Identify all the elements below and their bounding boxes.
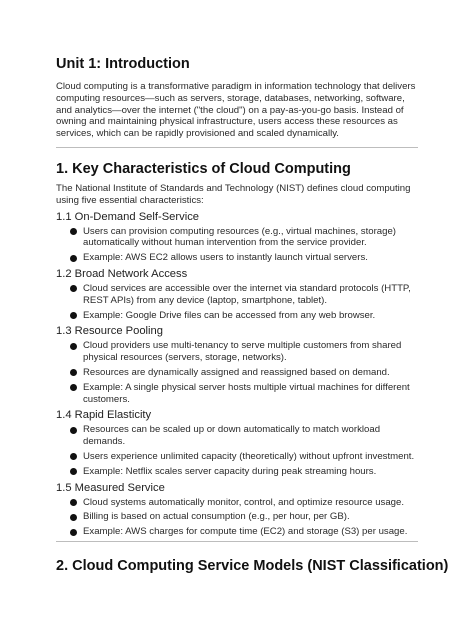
list-item	[56, 283, 418, 307]
list-item	[56, 466, 418, 478]
bullet-icon	[70, 499, 77, 506]
list-item-text: Cloud providers use multi-tenancy to serve multiple customers from shared physical resources (servers, storage, networks).	[83, 340, 402, 364]
section-divider	[56, 147, 418, 148]
subsection-title: 1.1 On-Demand Self-Service	[56, 210, 200, 223]
list-item	[56, 497, 418, 509]
bullet-icon	[70, 255, 77, 262]
bullet-icon	[70, 384, 77, 391]
list-item	[56, 226, 418, 250]
intro-paragraph: Cloud computing is a transformative paradigm in information technology that delivers computing resources—such as servers, storage, databases, networking, software, and analytics—over the internet ("the cloud") on a pay-as-you-go basis. Instead of owning and maintaining physical infrastructure, users access these resources as services, which can be rapidly provisioned and scaled dynamically.	[56, 81, 416, 140]
bullet-icon	[70, 228, 77, 235]
bullet-icon	[70, 468, 77, 475]
bullet-icon	[70, 312, 77, 319]
list-item	[56, 424, 418, 448]
subsection-1-1	[56, 210, 418, 264]
bullet-icon	[70, 369, 77, 376]
list-item	[56, 252, 418, 264]
subsection-title: 1.2 Broad Network Access	[56, 267, 188, 280]
list-item-text: Example: AWS charges for compute time (EC2) and storage (S3) per usage.	[83, 526, 408, 538]
subsection-title: 1.5 Measured Service	[56, 481, 165, 494]
subsection-title: 1.4 Rapid Elasticity	[56, 409, 152, 422]
list-item-text: Users experience unlimited capacity (theoretically) without upfront investment.	[83, 450, 415, 462]
subsection-title: 1.3 Resource Pooling	[56, 325, 163, 338]
list-item-text: Cloud services are accessible over the internet via standard protocols (HTTP, REST APIs) from any device (laptop, smartphone, tablet).	[83, 282, 411, 306]
section-1-title: 1. Key Characteristics of Cloud Computing	[56, 160, 351, 177]
list-item-text: Users can provision computing resources (e.g., virtual machines, storage) automatically without human intervention from the service provider.	[83, 225, 396, 249]
subsection-1-2	[56, 267, 418, 321]
section-divider	[56, 541, 418, 542]
list-item-text: Billing is based on actual consumption (e.g., per hour, per GB).	[83, 511, 350, 523]
bullet-icon	[70, 514, 77, 521]
list-item-text: Example: AWS EC2 allows users to instantly launch virtual servers.	[83, 252, 368, 264]
bullet-list	[56, 497, 418, 538]
bullet-list	[56, 340, 418, 405]
list-item-text: Example: A single physical server hosts multiple virtual machines for different customers.	[83, 381, 410, 405]
bullet-list	[56, 226, 418, 264]
section-1-intro: The National Institute of Standards and Technology (NIST) defines cloud computing using five essential characteristics:	[56, 182, 411, 206]
list-item	[56, 382, 418, 406]
bullet-icon	[70, 529, 77, 536]
subsection-1-3	[56, 324, 418, 405]
subsection-1-5	[56, 481, 418, 538]
list-item	[56, 310, 418, 322]
bullet-icon	[70, 453, 77, 460]
list-item	[56, 526, 418, 538]
bullet-icon	[70, 285, 77, 292]
list-item-text: Resources can be scaled up or down automatically to match workload demands.	[83, 424, 381, 448]
list-item-text: Resources are dynamically assigned and reassigned based on demand.	[83, 366, 390, 378]
bullet-list	[56, 424, 418, 477]
bullet-icon	[70, 343, 77, 350]
list-item	[56, 451, 418, 463]
list-item	[56, 367, 418, 379]
subsection-1-4	[56, 408, 418, 477]
unit-title: Unit 1: Introduction	[56, 56, 190, 72]
bullet-list	[56, 283, 418, 321]
list-item	[56, 340, 418, 364]
section-2-title: 2. Cloud Computing Service Models (NIST Classification)	[56, 558, 449, 574]
bullet-icon	[70, 427, 77, 434]
list-item	[56, 511, 418, 523]
list-item-text: Cloud systems automatically monitor, control, and optimize resource usage.	[83, 496, 405, 508]
list-item-text: Example: Google Drive files can be accessed from any web browser.	[83, 309, 376, 321]
list-item-text: Example: Netflix scales server capacity during peak streaming hours.	[83, 465, 377, 477]
